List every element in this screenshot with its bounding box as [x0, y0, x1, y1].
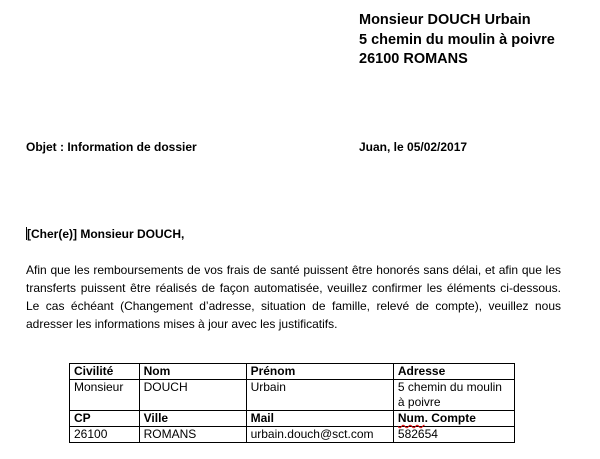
greeting-text: [Cher(e)] Monsieur DOUCH, [27, 227, 185, 241]
recipient-city: 26100 ROMANS [359, 51, 468, 67]
table-row [70, 364, 515, 380]
date-line: Juan, le 05/02/2017 [359, 140, 468, 154]
table-row [70, 427, 515, 443]
table-cell-nom: DOUCH [139, 380, 246, 411]
table-header-cell: Adresse [393, 364, 514, 380]
greeting-line[interactable] [26, 227, 184, 241]
table-header-cell-num-compte [393, 411, 514, 427]
table-header-cell: CP [70, 411, 140, 427]
info-table [69, 363, 515, 443]
table-row [70, 380, 515, 411]
spellcheck-word: Num [397, 411, 425, 425]
table-header-cell: Civilité [70, 364, 140, 380]
table-header-cell: Mail [246, 411, 393, 427]
table-cell-adresse: 5 chemin du moulin à poivre [393, 380, 514, 411]
recipient-street: 5 chemin du moulin à poivre [359, 31, 555, 48]
body-paragraph: Afin que les remboursements de vos frais de santé puissent être honorés sans délai, et afin que les transferts puissent être réalisés de façon automatisée, veuillez confirmer les éléments ci-dessous. Le cas échéant (Changement d’adresse, situation de famille, relevé de compte), veuillez nous adresser les informations mises à jour avec les justificatifs. [26, 263, 561, 331]
table-cell-num-compte: 582654 [393, 427, 514, 443]
subject-line: Objet : Information de dossier [26, 140, 197, 154]
table-header-cell: Nom [139, 364, 246, 380]
table-cell-civilite: Monsieur [70, 380, 140, 411]
table-header-cell: Ville [139, 411, 246, 427]
table-cell-ville: ROMANS [139, 427, 246, 443]
table-cell-cp: 26100 [70, 427, 140, 443]
table-cell-prenom: Urbain [246, 380, 393, 411]
table-header-cell: Prénom [246, 364, 393, 380]
table-cell-mail: urbain.douch@sct.com [246, 427, 393, 443]
num-compte-suffix: . Compte [424, 411, 476, 425]
table-row [70, 411, 515, 427]
recipient-address [359, 11, 555, 70]
recipient-name: Monsieur DOUCH Urbain [359, 12, 531, 28]
